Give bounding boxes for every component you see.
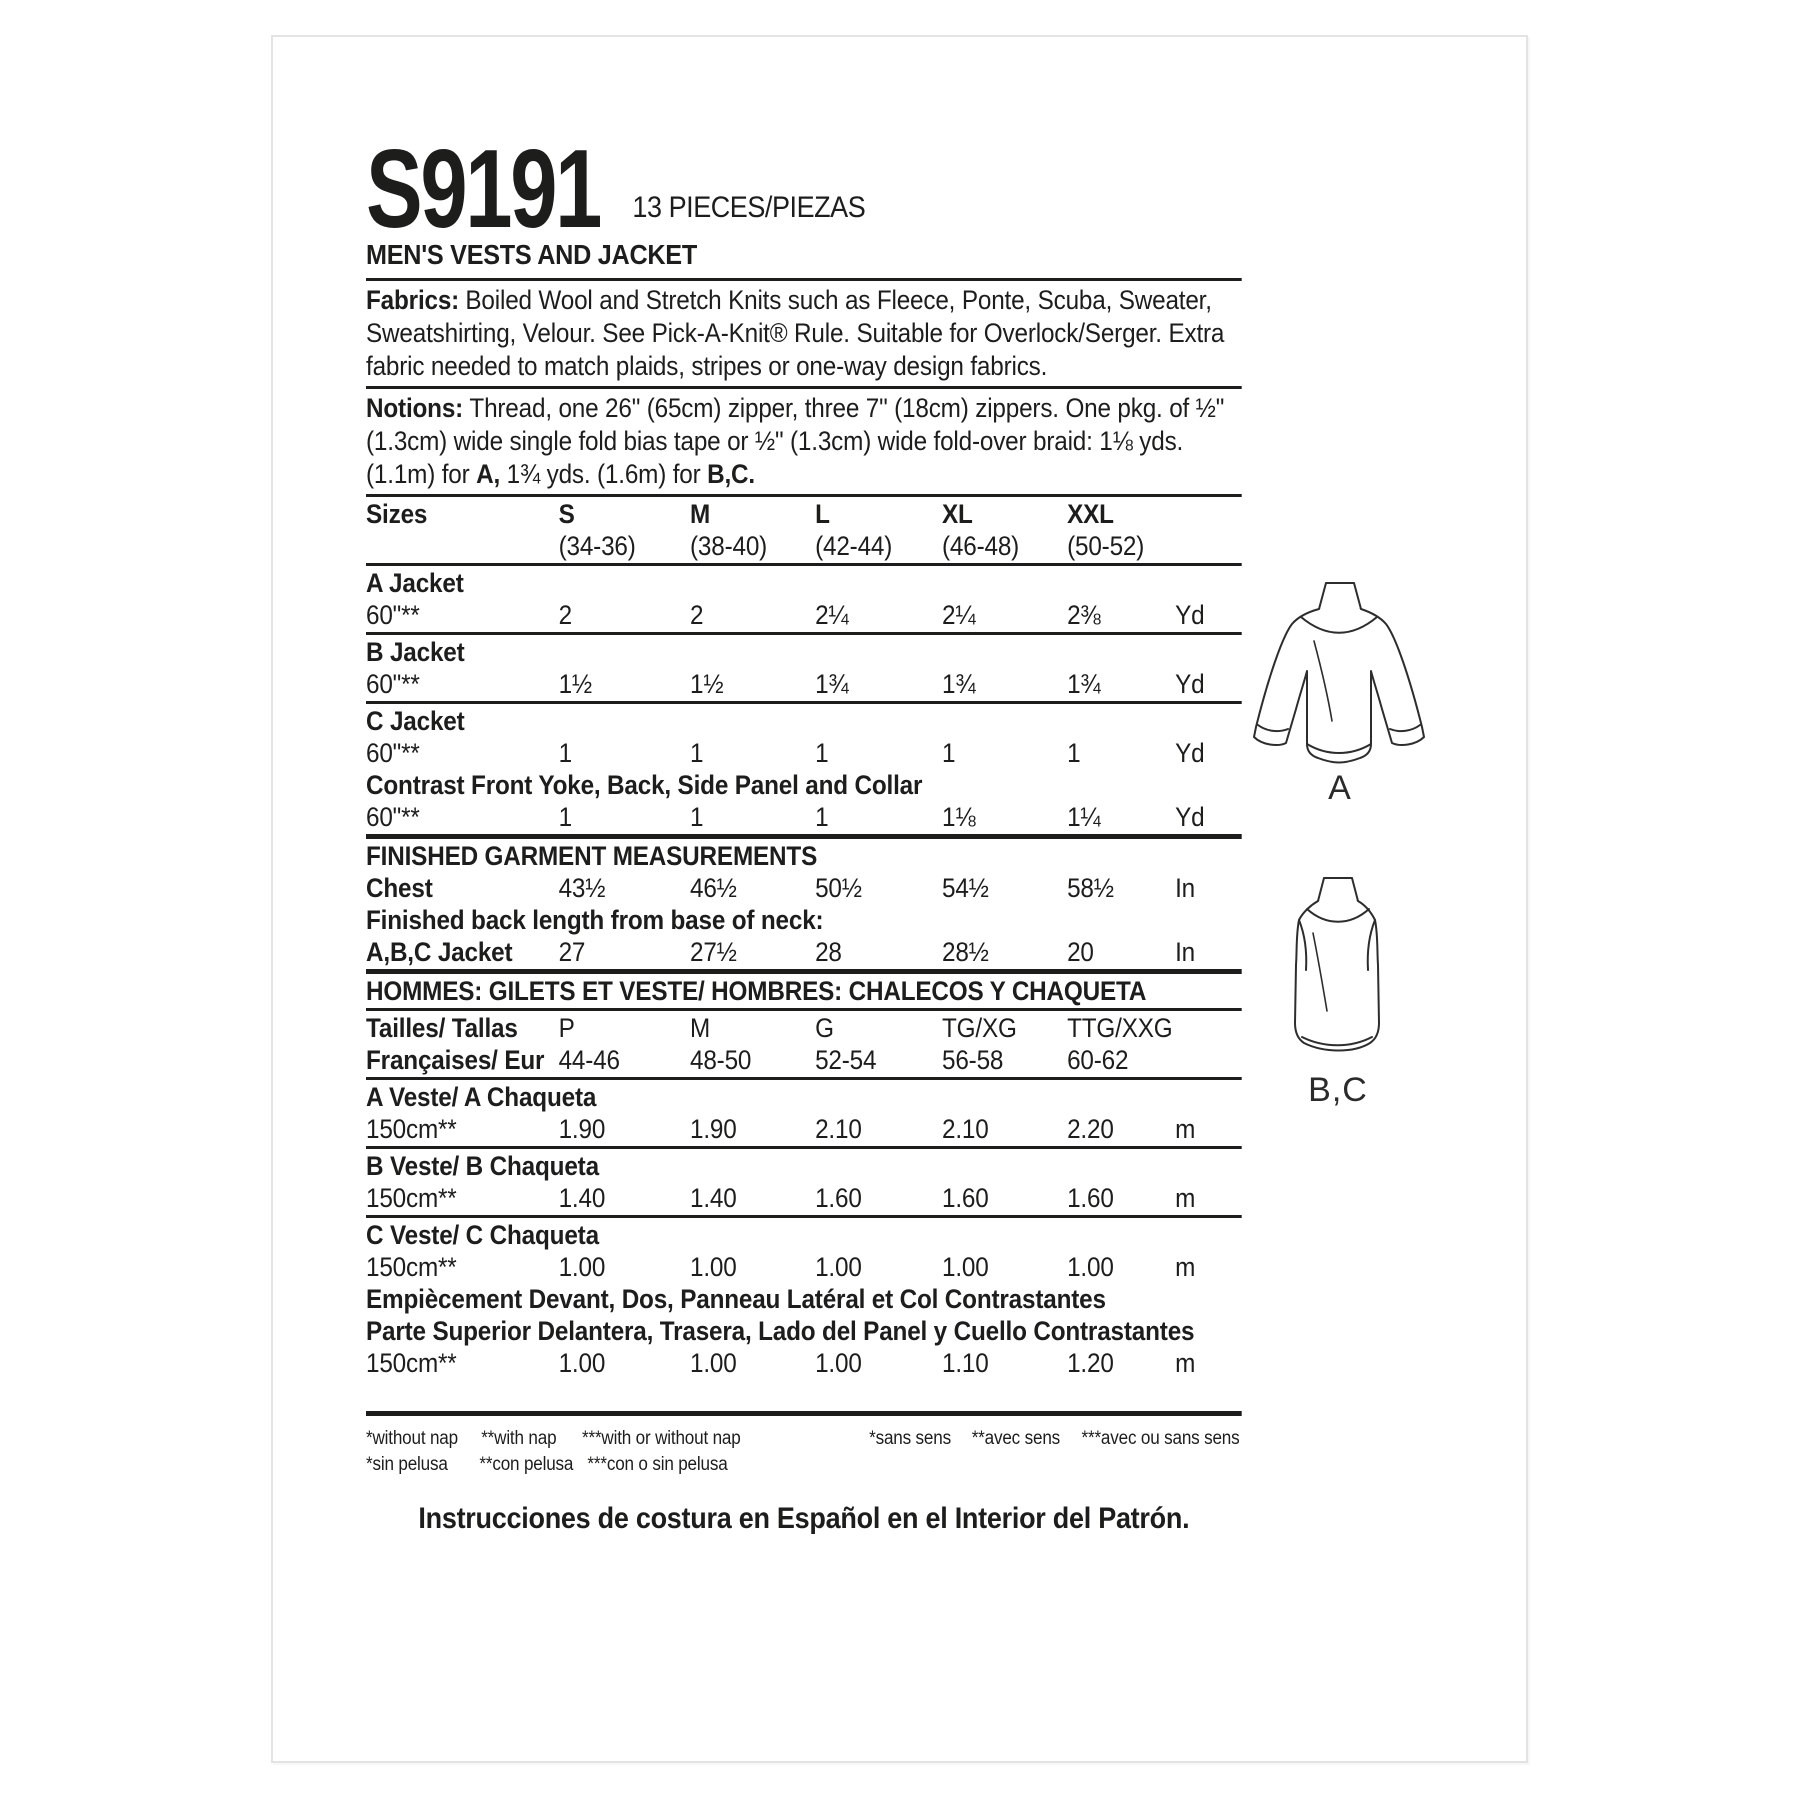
size-value-cell: P — [558, 1012, 575, 1043]
table-row — [366, 1251, 1242, 1283]
table-section-label: B Jacket — [366, 636, 465, 667]
notions-line1: Thread, one 26" (65cm) zipper, three 7" (18cm) zippers. One pkg. of ½" — [469, 393, 1225, 423]
table-section-label: Empiècement Devant, Dos, Panneau Latéral et Col Contrastantes — [366, 1283, 1106, 1314]
row-label: 60"** — [366, 668, 420, 699]
size-value-cell: 1¾ — [1067, 668, 1101, 699]
row-label: A,B,C Jacket — [366, 936, 513, 967]
table-row — [366, 801, 1242, 833]
size-value-cell: 44-46 — [558, 1044, 620, 1075]
size-value-cell: 2¼ — [942, 599, 976, 630]
table-row — [366, 599, 1242, 631]
size-value-cell: 1.60 — [815, 1182, 862, 1213]
size-value-cell: 20 — [1067, 936, 1094, 967]
size-value-cell: 1½ — [690, 668, 724, 699]
size-value-cell: 28½ — [942, 936, 989, 967]
row-label: 60"** — [366, 801, 420, 832]
size-value-cell: 1 — [558, 801, 572, 832]
row-label: 60"** — [366, 599, 420, 630]
size-value-cell: 1¾ — [942, 668, 976, 699]
unit-cell: Yd — [1175, 668, 1205, 699]
size-value-cell: 2.10 — [942, 1113, 989, 1144]
table-section-label: B Veste/ B Chaqueta — [366, 1150, 599, 1181]
table-row — [366, 872, 1242, 904]
size-value-cell: 58½ — [1067, 872, 1114, 903]
size-value-cell: 1.00 — [815, 1347, 862, 1378]
size-value-cell: (46-48) — [942, 530, 1020, 561]
size-value-cell: L — [815, 498, 830, 529]
size-value-cell: 27 — [558, 936, 586, 967]
notions-label: Notions: — [366, 393, 464, 423]
table-section-label: A Jacket — [366, 567, 464, 598]
row-label: Françaises/ Eur — [366, 1044, 545, 1075]
table-rule — [366, 632, 1242, 635]
table-rule — [366, 1146, 1242, 1149]
table-row — [366, 498, 1242, 530]
notions-line2: (1.3cm) wide single fold bias tape or ½" (1.3cm) wide fold-over braid: 1⅛ yds. — [366, 426, 1184, 456]
figure-jacket-a — [1245, 579, 1435, 808]
size-value-cell: 1.90 — [558, 1113, 606, 1144]
size-value-cell: XXL — [1067, 498, 1114, 529]
fabrics-line2: Sweatshirting, Velour. See Pick-A-Knit® Rule. Suitable for Overlock/Serger. Extra — [366, 318, 1225, 348]
figure-vest-bc — [1281, 875, 1395, 1110]
unit-cell: m — [1175, 1251, 1196, 1282]
size-value-cell: 48-50 — [690, 1044, 752, 1075]
vest-bc-label: B,C — [1308, 1071, 1368, 1109]
size-value-cell: M — [690, 498, 711, 529]
jacket-a-line-drawing — [1245, 579, 1435, 765]
size-value-cell: 1.10 — [942, 1347, 989, 1378]
footnote-with-or-without-nap: ***with or without nap — [582, 1428, 741, 1449]
size-value-cell: 1 — [815, 737, 829, 768]
size-value-cell: 1.00 — [815, 1251, 862, 1282]
table-section-label: Parte Superior Delantera, Trasera, Lado del Panel y Cuello Contrastantes — [366, 1315, 1195, 1346]
footnote-sans-sens: *sans sens — [869, 1428, 951, 1449]
size-value-cell: 1 — [690, 801, 704, 832]
notions-paragraph — [366, 392, 1242, 491]
size-value-cell: 1½ — [558, 668, 593, 699]
fabrics-paragraph — [366, 284, 1242, 383]
fabrics-line3: fabric needed to match plaids, stripes or one-way design fabrics. — [366, 351, 1048, 381]
size-value-cell: 1.00 — [942, 1251, 989, 1282]
footnote-con-pelusa: **con pelusa — [479, 1454, 574, 1475]
table-top-rule — [366, 494, 1242, 497]
size-value-cell: 1.00 — [558, 1251, 606, 1282]
table-bottom-rule — [366, 1411, 1242, 1416]
fabrics-line1: Boiled Wool and Stretch Knits such as Fleece, Ponte, Scuba, Sweater, — [465, 285, 1212, 315]
yardage-table — [366, 498, 1242, 1379]
row-label: Chest — [366, 872, 433, 903]
size-value-cell: 1⅛ — [942, 801, 976, 832]
main-content-column — [366, 37, 1242, 1536]
size-value-cell: 1.90 — [690, 1113, 737, 1144]
unit-cell: m — [1175, 1113, 1196, 1144]
size-value-cell: 52-54 — [815, 1044, 877, 1075]
unit-cell: Yd — [1175, 737, 1205, 768]
unit-cell: In — [1175, 872, 1196, 903]
row-label: 150cm** — [366, 1347, 457, 1378]
size-value-cell: 27½ — [690, 936, 737, 967]
notions-line3-mid: 1¾ yds. (1.6m) for — [500, 459, 708, 489]
footnote-avec-sens: **avec sens — [971, 1428, 1061, 1449]
footnote-without-nap: *without nap — [366, 1428, 458, 1449]
size-value-cell: 1.00 — [558, 1347, 606, 1378]
unit-cell: m — [1175, 1347, 1196, 1378]
size-value-cell: G — [815, 1012, 834, 1043]
size-value-cell: TG/XG — [942, 1012, 1017, 1043]
heading-rule — [366, 278, 1242, 281]
footnote-sin-pelusa: *sin pelusa — [366, 1454, 448, 1475]
jacket-a-label: A — [1328, 769, 1352, 807]
size-value-cell: 43½ — [558, 872, 606, 903]
row-label: 150cm** — [366, 1182, 457, 1213]
size-value-cell: 1.60 — [942, 1182, 989, 1213]
size-value-cell: M — [690, 1012, 711, 1043]
spanish-instructions-note: Instrucciones de costura en Español en el Interior del Patrón. — [418, 1502, 1190, 1535]
table-row — [366, 1012, 1242, 1044]
fabrics-rule — [366, 386, 1242, 389]
size-value-cell: 60-62 — [1067, 1044, 1129, 1075]
table-section-label: C Jacket — [366, 705, 465, 736]
table-section-label: A Veste/ A Chaqueta — [366, 1081, 597, 1112]
size-value-cell: 46½ — [690, 872, 737, 903]
table-rule — [366, 1077, 1242, 1080]
table-rule — [366, 563, 1242, 566]
table-rule — [366, 701, 1242, 704]
size-value-cell: S — [558, 498, 575, 529]
footnote-con-o-sin-pelusa: ***con o sin pelusa — [587, 1454, 728, 1475]
size-value-cell: 1 — [558, 737, 572, 768]
footnotes — [366, 1428, 1242, 1482]
row-label: Sizes — [366, 498, 428, 529]
size-value-cell: 56-58 — [942, 1044, 1004, 1075]
table-row — [366, 1347, 1242, 1379]
size-value-cell: 1 — [690, 737, 704, 768]
size-value-cell: 1.60 — [1067, 1182, 1114, 1213]
unit-cell: m — [1175, 1182, 1196, 1213]
size-value-cell: 28 — [815, 936, 842, 967]
table-row — [366, 1044, 1242, 1076]
garment-category-heading: MEN'S VESTS AND JACKET — [366, 239, 697, 270]
table-rule — [366, 1215, 1242, 1218]
table-section-label: Contrast Front Yoke, Back, Side Panel and Collar — [366, 769, 923, 800]
unit-cell: Yd — [1175, 599, 1205, 630]
table-section-label: C Veste/ C Chaqueta — [366, 1219, 599, 1250]
size-value-cell: 1.40 — [558, 1182, 606, 1213]
size-value-cell: 1.00 — [690, 1347, 737, 1378]
fabrics-label: Fabrics: — [366, 285, 460, 315]
footnote-avec-ou-sans-sens: ***avec ou sans sens — [1081, 1428, 1240, 1449]
size-value-cell: 1¾ — [815, 668, 849, 699]
table-row — [366, 668, 1242, 700]
notions-line3-pre: (1.1m) for — [366, 459, 477, 489]
notions-view-bc: B,C. — [707, 459, 755, 489]
footnote-with-nap: **with nap — [481, 1428, 557, 1449]
table-row — [366, 737, 1242, 769]
pattern-envelope-back — [271, 35, 1528, 1763]
row-label: Tailles/ Tallas — [366, 1012, 518, 1043]
row-label: 150cm** — [366, 1113, 457, 1144]
pieces-count: 13 PIECES/PIEZAS — [632, 191, 866, 224]
size-value-cell: 1.00 — [1067, 1251, 1114, 1282]
size-value-cell: 2⅜ — [1067, 599, 1101, 630]
table-row — [366, 530, 1242, 562]
table-rule — [366, 1008, 1242, 1011]
size-value-cell: 1.40 — [690, 1182, 737, 1213]
size-value-cell: 2.10 — [815, 1113, 862, 1144]
size-value-cell: TTG/XXG — [1067, 1012, 1173, 1043]
table-section-label: Finished back length from base of neck: — [366, 904, 824, 935]
table-row — [366, 1182, 1242, 1214]
notions-view-a: A, — [476, 459, 501, 489]
size-value-cell: XL — [942, 498, 973, 529]
table-row — [366, 936, 1242, 968]
size-value-cell: 2 — [558, 599, 572, 630]
size-value-cell: 2¼ — [815, 599, 849, 630]
size-value-cell: 50½ — [815, 872, 862, 903]
row-label: 60"** — [366, 737, 420, 768]
unit-cell: In — [1175, 936, 1196, 967]
size-value-cell: 2.20 — [1067, 1113, 1114, 1144]
size-value-cell: 2 — [690, 599, 704, 630]
unit-cell: Yd — [1175, 801, 1205, 832]
table-section-label: HOMMES: GILETS ET VESTE/ HOMBRES: CHALECOS Y CHAQUETA — [366, 975, 1147, 1006]
size-value-cell: 1¼ — [1067, 801, 1101, 832]
size-value-cell: 1 — [942, 737, 956, 768]
pattern-number: S9191 — [366, 127, 601, 252]
size-value-cell: 1 — [1067, 737, 1081, 768]
size-value-cell: (34-36) — [558, 530, 636, 561]
table-rule — [366, 834, 1242, 839]
size-value-cell: 54½ — [942, 872, 989, 903]
table-section-label: FINISHED GARMENT MEASUREMENTS — [366, 840, 818, 871]
table-rule — [366, 969, 1242, 974]
row-label: 150cm** — [366, 1251, 457, 1282]
title-block — [366, 115, 1242, 252]
size-value-cell: 1 — [815, 801, 829, 832]
vest-bc-line-drawing — [1281, 875, 1395, 1055]
size-value-cell: 1.00 — [690, 1251, 737, 1282]
size-value-cell: (42-44) — [815, 530, 893, 561]
size-value-cell: (50-52) — [1067, 530, 1145, 561]
table-row — [366, 1113, 1242, 1145]
size-value-cell: (38-40) — [690, 530, 768, 561]
size-value-cell: 1.20 — [1067, 1347, 1114, 1378]
